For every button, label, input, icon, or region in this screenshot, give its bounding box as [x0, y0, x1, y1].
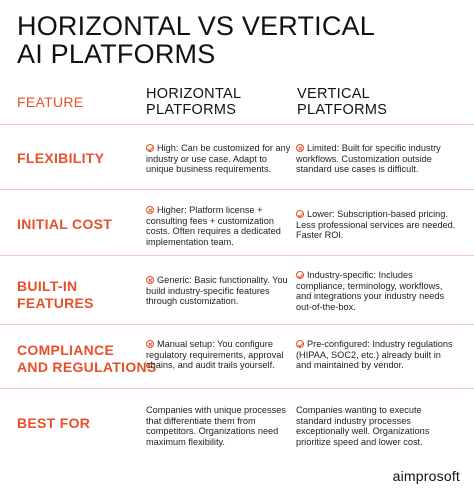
brand-logo: aimprosoft: [392, 468, 460, 484]
feature-label: [17, 278, 94, 312]
vertical-cell-text: Companies wanting to execute standard industry processes exceptionally well. Organizations prioritize speed and lower cost.: [296, 405, 430, 447]
cross-icon: [296, 144, 304, 152]
table-row: [0, 190, 474, 253]
horizontal-cell-text: Manual setup: You configure regulatory requirements, approval chains, and audit trails yourself.: [146, 339, 284, 371]
vertical-cell-text: Industry-specific: Includes compliance, terminology, workflows, and integrations your industry needs out-of-the-box.: [296, 270, 445, 312]
table-row: [0, 256, 474, 323]
header-vertical-line-1: VERTICAL: [297, 86, 371, 102]
cross-icon: [146, 276, 154, 284]
table-row: [0, 325, 474, 387]
feature-label: [17, 415, 90, 432]
feature-label-line-2: FEATURES: [17, 295, 94, 311]
check-icon: [146, 144, 154, 152]
horizontal-cell-text: High: Can be customized for any industry or use case. Adapt to unique business requirements.: [146, 143, 291, 175]
check-icon: [296, 271, 304, 279]
feature-label-line-2: AND REGULATIONS: [17, 359, 157, 375]
vertical-cell-text: Pre-configured: Industry regulations (HIPAA, SOC2, etc.) already built in and maintained by vendor.: [296, 339, 453, 371]
vertical-cell: [296, 270, 456, 312]
feature-label: [17, 216, 112, 233]
vertical-cell: [296, 405, 456, 447]
title-line-1: HORIZONTAL VS VERTICAL: [17, 11, 375, 41]
header-horizontal-line-2: PLATFORMS: [146, 102, 237, 118]
horizontal-cell: [146, 275, 294, 307]
horizontal-cell-text: Companies with unique processes that differentiate them from competitors. Organizations need maximum flexibility.: [146, 405, 286, 447]
page-title: [17, 12, 457, 68]
feature-label: [17, 342, 157, 376]
cross-icon: [146, 206, 154, 214]
vertical-cell: [296, 143, 456, 175]
feature-label-line-1: FLEXIBILITY: [17, 150, 105, 166]
feature-label-line-1: COMPLIANCE: [17, 342, 115, 358]
table-row: [0, 125, 474, 188]
header-feature: FEATURE: [17, 94, 84, 110]
header-horizontal-line-1: HORIZONTAL: [146, 86, 242, 102]
horizontal-cell: [146, 205, 294, 247]
vertical-cell: [296, 209, 456, 241]
horizontal-cell: [146, 339, 294, 371]
feature-label: [17, 150, 104, 167]
check-icon: [296, 210, 304, 218]
horizontal-cell: [146, 405, 294, 447]
horizontal-cell-text: Higher: Platform license + consulting fees + customization costs. Often requires a dedicated implementation team.: [146, 205, 281, 247]
feature-label-line-1: BEST FOR: [17, 415, 91, 431]
feature-label-line-1: BUILT-IN: [17, 278, 78, 294]
check-icon: [296, 340, 304, 348]
vertical-cell-text: Limited: Built for specific industry workflows. Customization outside standard use cases is difficult.: [296, 143, 441, 175]
horizontal-cell: [146, 143, 294, 175]
feature-label-line-1: INITIAL COST: [17, 216, 113, 232]
vertical-cell-text: Lower: Subscription-based pricing. Less professional services are needed. Faster ROI.: [296, 209, 456, 241]
table-row: [0, 389, 474, 449]
header-vertical: [297, 86, 387, 118]
title-line-2: AI PLATFORMS: [17, 39, 216, 69]
header-horizontal: [146, 86, 241, 118]
header-vertical-line-2: PLATFORMS: [297, 102, 388, 118]
horizontal-cell-text: Generic: Basic functionality. You build industry-specific features through customization.: [146, 275, 288, 307]
vertical-cell: [296, 339, 456, 371]
table-header: [0, 84, 474, 124]
cross-icon: [146, 340, 154, 348]
